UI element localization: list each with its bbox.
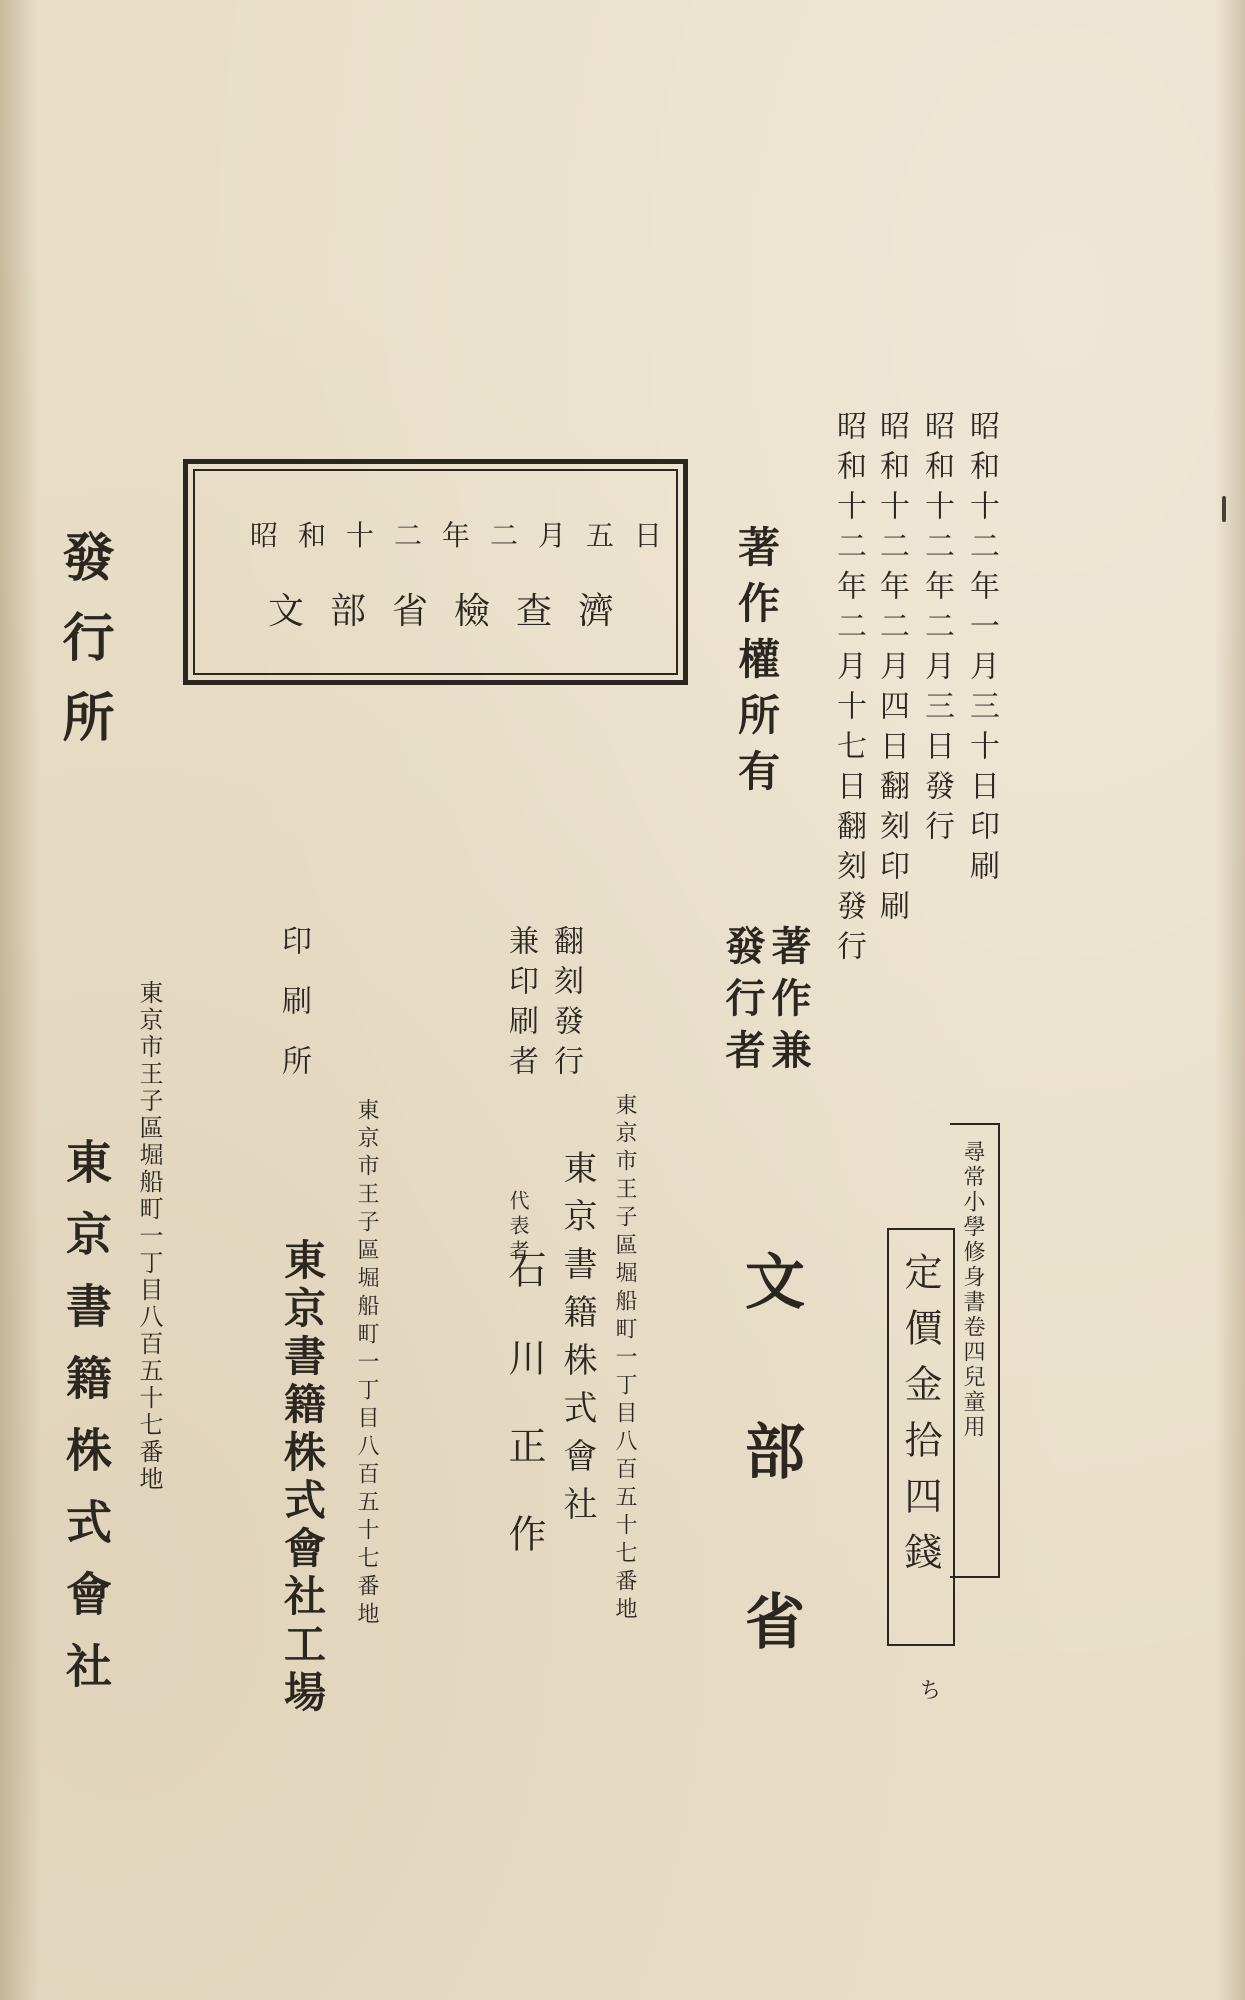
page-edge-shadow-right xyxy=(1215,0,1245,2000)
page-edge-shadow xyxy=(0,0,40,2000)
reprint-published-date: 昭和十二年二月十七日翻刻發行 xyxy=(831,410,866,970)
published-date: 昭和十二年二月三日發行 xyxy=(919,410,954,850)
printing-office-address: 東京市王子區堀船町一丁目八百五十七番地 xyxy=(354,1098,379,1630)
author-publisher-label-line1: 著作兼 xyxy=(765,925,812,1081)
issuing-office-name: 東京書籍株式會社 xyxy=(59,1138,113,1714)
paper-mark xyxy=(1222,496,1226,522)
reprint-printed-date: 昭和十二年二月四日翻刻印刷 xyxy=(874,410,909,930)
printed-date: 昭和十二年一月三十日印刷 xyxy=(964,410,999,890)
price-marker: ち xyxy=(916,1678,941,1700)
representative-name: 石川正作 xyxy=(502,1250,546,1602)
book-title: 尋常小學修身書卷四兒童用 xyxy=(960,1140,985,1440)
representative-label: 代表者 xyxy=(506,1190,530,1265)
copyright-notice: 著作權所有 xyxy=(732,525,781,805)
reprint-publisher-company: 東京書籍株式會社 xyxy=(557,1150,597,1534)
reprint-publisher-label-line1: 翻刻發行 xyxy=(548,925,583,1085)
author-publisher-label-line2: 發行者 xyxy=(719,925,766,1081)
reprint-publisher-label-line2: 兼印刷者 xyxy=(503,925,538,1085)
approval-date: 昭和十二年二月五日 xyxy=(250,519,683,552)
issuing-office-label: 發行所 xyxy=(53,530,114,770)
printing-office-name: 東京書籍株式會社工場 xyxy=(278,1238,327,1718)
approval-text: 文部省檢查濟 xyxy=(268,591,641,632)
issuing-office-address: 東京市王子區堀船町一丁目八百五十七番地 xyxy=(135,980,163,1493)
printing-office-label: 印刷所 xyxy=(276,925,311,1105)
price: 定價金拾四錢 xyxy=(898,1252,942,1588)
reprint-publisher-address: 東京市王子區堀船町一丁目八百五十七番地 xyxy=(612,1093,637,1625)
approval-stamp-box xyxy=(183,459,688,685)
author-publisher-name: 文部省 xyxy=(735,1250,805,1760)
